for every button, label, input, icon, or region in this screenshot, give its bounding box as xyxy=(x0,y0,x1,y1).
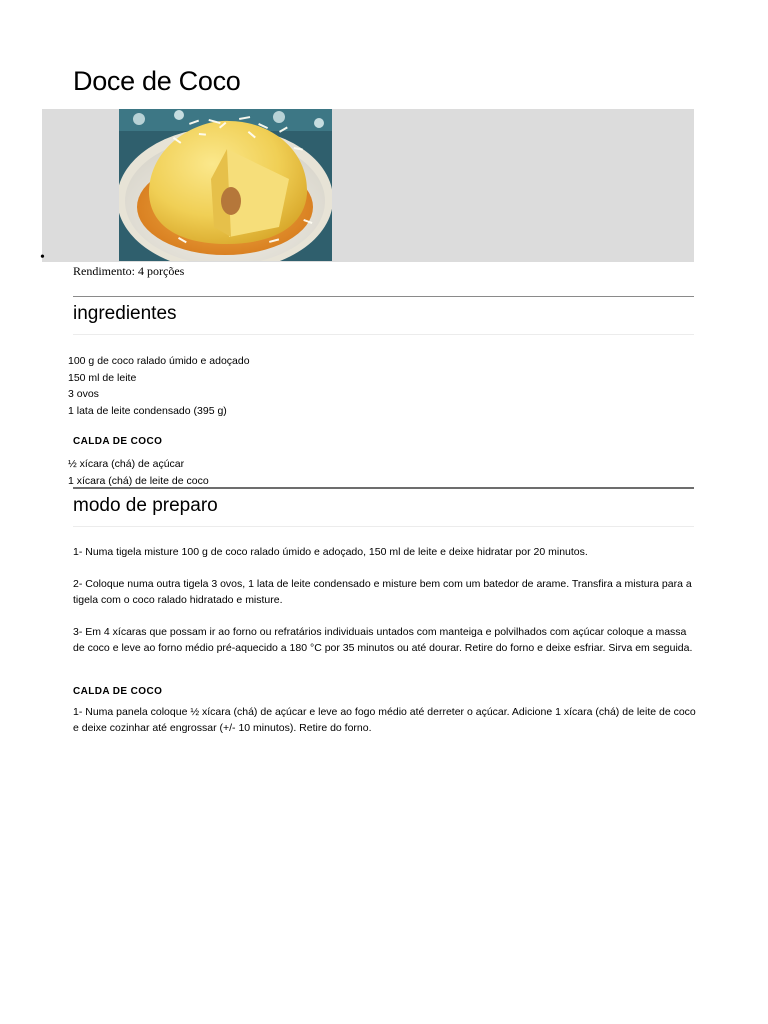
yield-text: Rendimento: 4 porções xyxy=(73,264,185,278)
calda-preparation-step: 1- Numa panela coloque ½ xícara (chá) de açúcar e leve ao fogo médio até derreter o açúcar. Adicione 1 xícara (chá) de leite de coco e deixe cozinhar até engrossar (+/- 10 minutos). Retire do forno. xyxy=(73,706,696,734)
preparation-step: 2- Coloque numa outra tigela 3 ovos, 1 lata de leite condensado e misture bem com um batedor de arame. Transfira a mistura para a tigela com o coco ralado hidratado e misture. xyxy=(73,578,692,606)
dessert-photo xyxy=(119,109,332,261)
preparation-step: 3- Em 4 xícaras que possam ir ao forno ou refratários individuais untados com manteiga e polvilhados com açúcar coloque a massa de coco e leve ao forno médio pré-aquecido a 180 °C por 35 minutos ou até dourar. Retire do forno e deixe esfriar. Sirva em seguida. xyxy=(73,626,693,654)
calda-preparation-heading: CALDA DE COCO xyxy=(73,686,163,697)
section-divider-thin xyxy=(73,526,694,527)
section-divider xyxy=(73,487,694,489)
ingredient-item: ½ xícara (chá) de açúcar xyxy=(68,458,185,470)
calda-ingredients-list xyxy=(68,456,209,489)
ingredient-item: 3 ovos xyxy=(68,388,99,400)
ingredient-item: 150 ml de leite xyxy=(68,371,137,384)
ingredient-item: 1 lata de leite condensado (395 g) xyxy=(68,404,227,417)
ingredients-list xyxy=(68,353,250,419)
preparation-step: 1- Numa tigela misture 100 g de coco ralado úmido e adoçado, 150 ml de leite e deixe hidratar por 20 minutos. xyxy=(73,546,588,558)
section-divider-thin xyxy=(73,334,694,335)
ingredient-item: 100 g de coco ralado úmido e adoçado xyxy=(68,355,250,367)
list-bullet: • xyxy=(40,250,45,265)
calda-ingredients-heading: CALDA DE COCO xyxy=(73,436,163,447)
preparation-heading: modo de preparo xyxy=(73,495,218,516)
section-divider xyxy=(73,296,694,297)
ingredients-heading: ingredientes xyxy=(73,303,177,324)
image-strip xyxy=(42,109,694,262)
recipe-title: Doce de Coco xyxy=(73,66,241,96)
ingredient-item: 1 xícara (chá) de leite de coco xyxy=(68,474,209,487)
